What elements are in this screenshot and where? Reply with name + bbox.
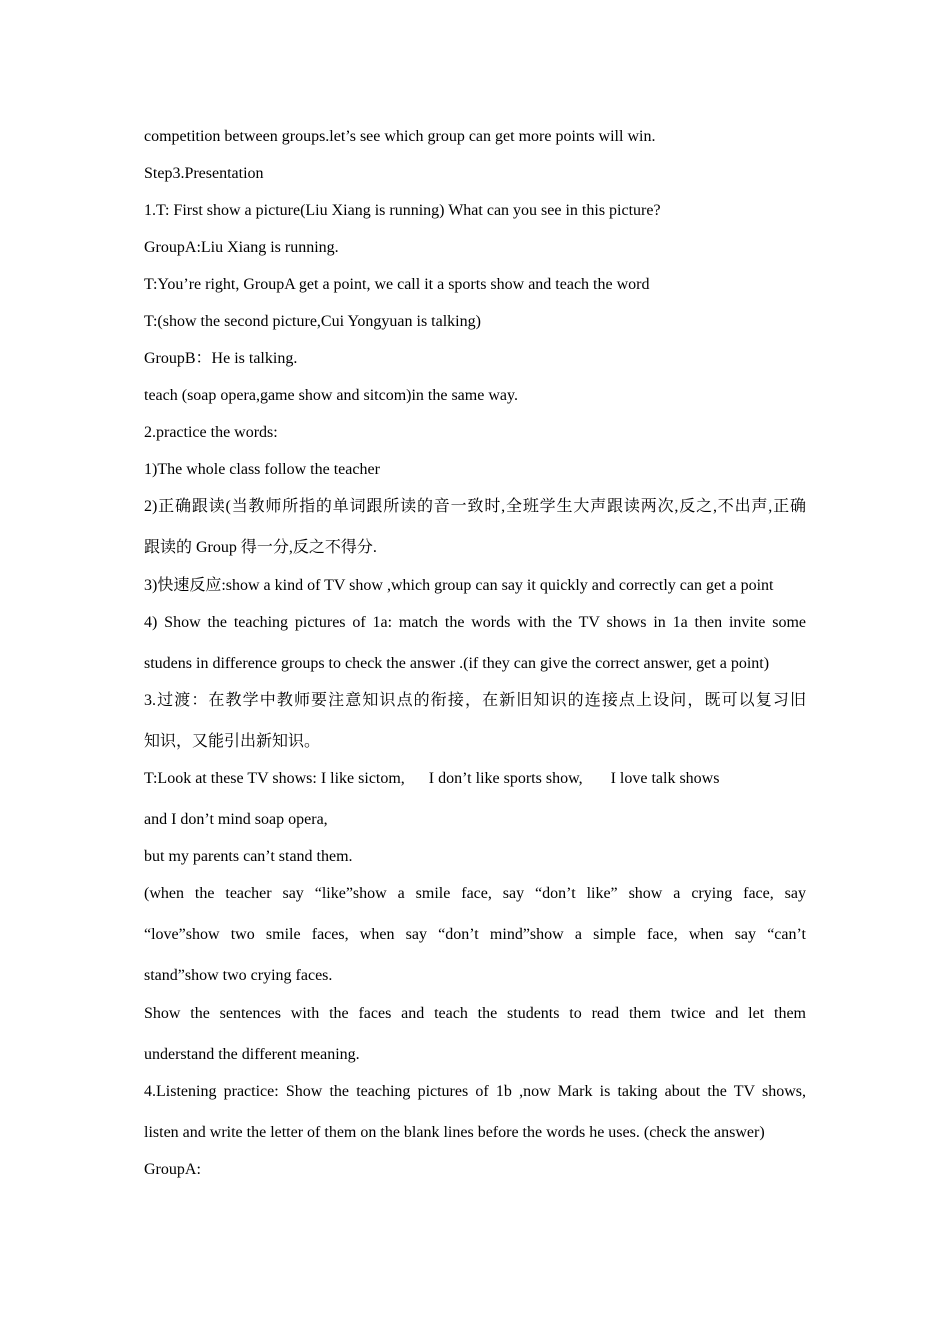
text-line: 1.T: First show a picture(Liu Xiang is running) What can you see in this picture?	[144, 202, 661, 219]
text-line: stand”show two crying faces.	[144, 967, 333, 984]
text-line: but my parents can’t stand them.	[144, 848, 353, 865]
text-line: 跟读的 Group 得一分,反之不得分.	[144, 539, 377, 556]
text-line: studens in difference groups to check the answer .(if they can give the correct answer, get a point)	[144, 655, 770, 672]
text-line: Show the sentences with the faces and teach the students to read them twice and let them	[144, 1005, 806, 1022]
step-heading: Step3.Presentation	[144, 165, 264, 182]
text-line: and I don’t mind soap opera,	[144, 811, 328, 828]
text-line: 3)快速反应:show a kind of TV show ,which group can say it quickly and correctly can get a point	[144, 577, 774, 594]
text-line: GroupB：He is talking.	[144, 350, 298, 367]
text-line: “love”show two smile faces, when say “don’t mind”show a simple face, when say “can’t	[144, 926, 806, 943]
text-line: teach (soap opera,game show and sitcom)in the same way.	[144, 387, 518, 404]
text-line: 3.过渡：在教学中教师要注意知识点的衔接，在新旧知识的连接点上设问，既可以复习旧	[144, 692, 806, 709]
text-line: GroupA:Liu Xiang is running.	[144, 239, 339, 256]
text-line: T:Look at these TV shows: I like sictom, I don’t like sports show, I love talk shows	[144, 770, 720, 787]
text-line: 4.Listening practice: Show the teaching pictures of 1b ,now Mark is taking about the TV shows,	[144, 1083, 806, 1100]
text-line: (when the teacher say “like”show a smile face, say “don’t like” show a crying face, say	[144, 885, 806, 902]
text-line: GroupA:	[144, 1161, 201, 1178]
text-line: T:(show the second picture,Cui Yongyuan is talking)	[144, 313, 481, 330]
text-line: 2.practice the words:	[144, 424, 278, 441]
text-line: 知识，又能引出新知识。	[144, 733, 321, 750]
text-line: listen and write the letter of them on the blank lines before the words he uses. (check the answer)	[144, 1124, 765, 1141]
text-line: understand the different meaning.	[144, 1046, 360, 1063]
text-line: competition between groups.let’s see which group can get more points will win.	[144, 128, 656, 145]
text-line: 4) Show the teaching pictures of 1a: match the words with the TV shows in 1a then invite some	[144, 614, 806, 631]
text-line: 1)The whole class follow the teacher	[144, 461, 380, 478]
text-line: 2)正确跟读(当教师所指的单词跟所读的音一致时,全班学生大声跟读两次,反之,不出声,正确	[144, 498, 806, 515]
text-line: T:You’re right, GroupA get a point, we call it a sports show and teach the word	[144, 276, 650, 293]
